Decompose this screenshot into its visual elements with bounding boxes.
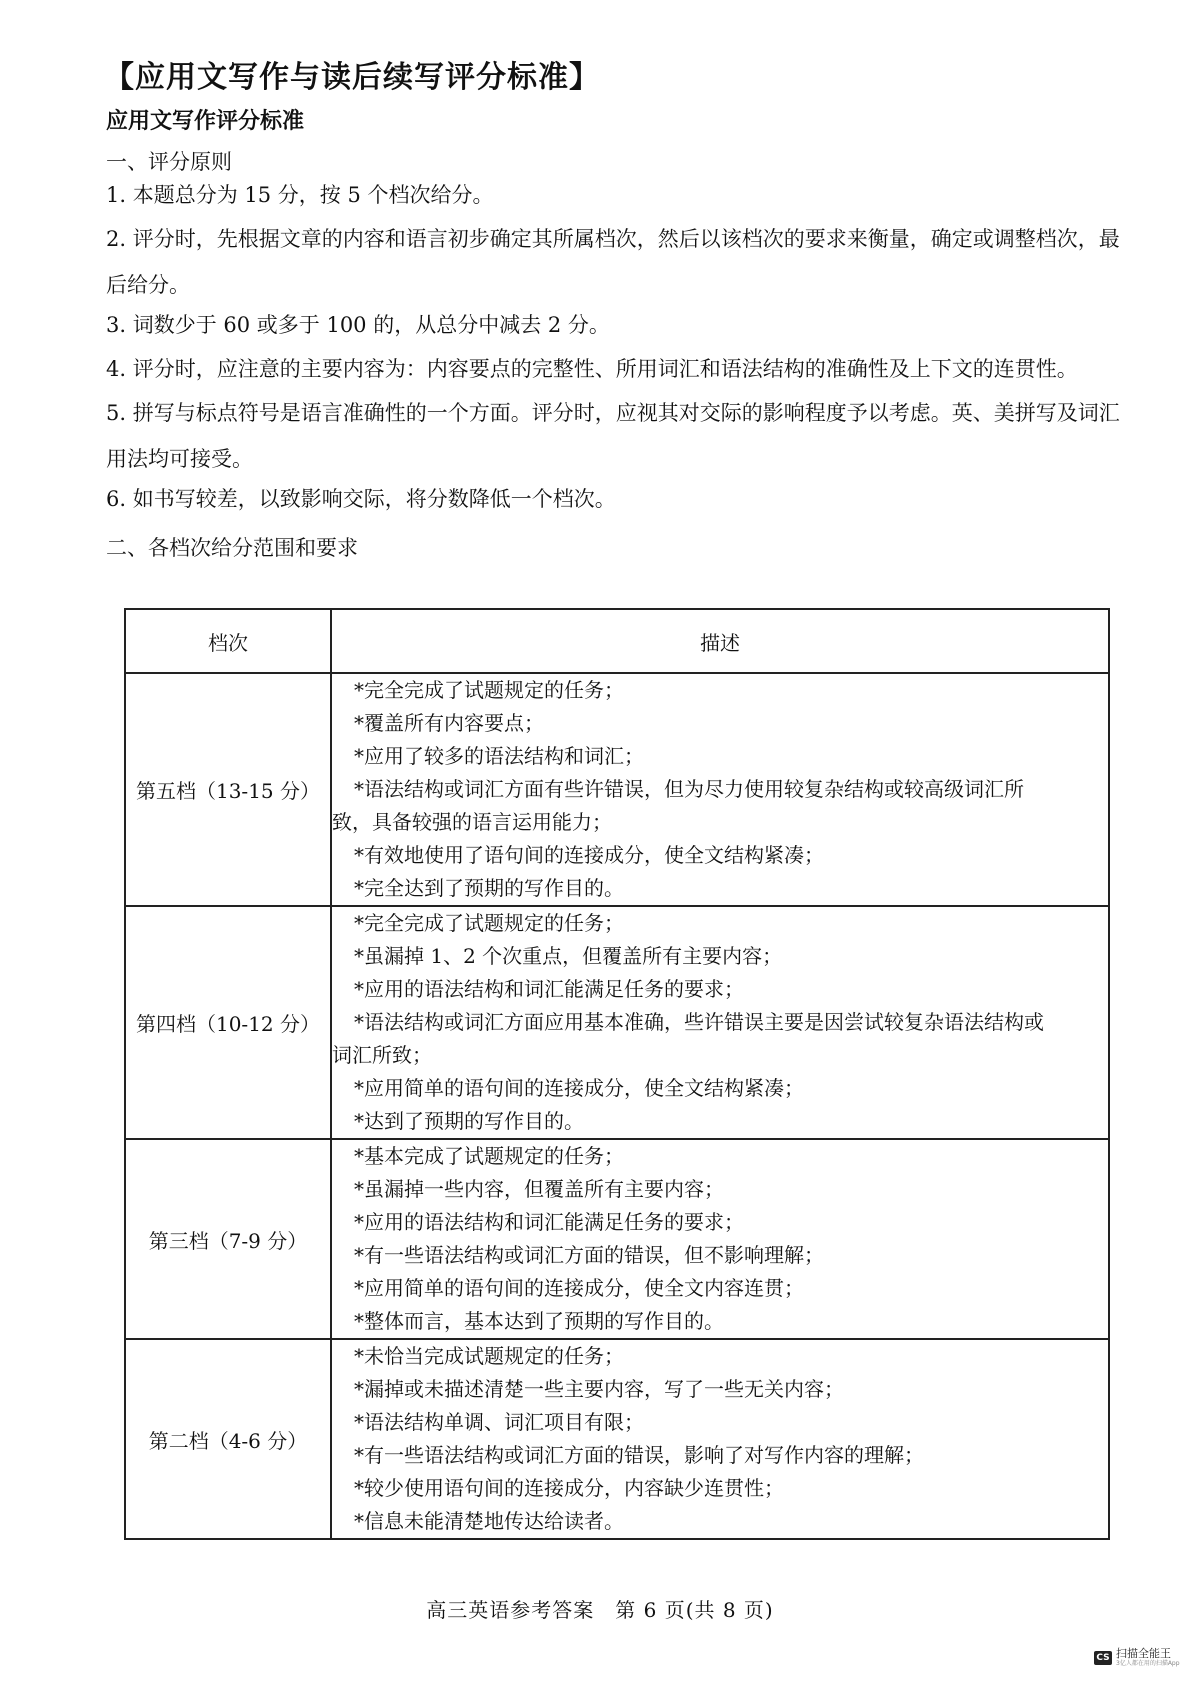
description-line: *虽漏掉 1、2 个次重点，但覆盖所有主要内容； [354,944,783,968]
description-cell [331,673,1109,906]
description-line: *应用的语法结构和词汇能满足任务的要求； [354,1210,744,1234]
description-line: *整体而言，基本达到了预期的写作目的。 [354,1309,724,1333]
level-cell: 第四档（10-12 分） [125,906,331,1139]
sub-title: 应用文写作评分标准 [106,108,305,134]
description-line: *完全达到了预期的写作目的。 [354,876,624,900]
table-header-row [125,609,1109,673]
table-row [125,906,1109,1139]
description-line: *达到了预期的写作目的。 [354,1109,584,1133]
principle-item-4: 4. 评分时，应注意的主要内容为：内容要点的完整性、所用词汇和语法结构的准确性及上下文的连贯性。 [106,357,1078,381]
description-line: *信息未能清楚地传达给读者。 [354,1509,624,1533]
scanner-watermark [1094,1648,1180,1667]
description-line: *较少使用语句间的连接成分，内容缺少连贯性； [354,1476,784,1500]
description-line: *有一些语法结构或词汇方面的错误，但不影响理解； [354,1243,824,1267]
principle-item-5: 5. 拼写与标点符号是语言准确性的一个方面。评分时，应视其对交际的影响程度予以考虑。英、美拼写及词汇用法均可接受。 [106,401,1120,471]
description-line: *语法结构单调、词汇项目有限； [354,1410,644,1434]
level-cell: 第五档（13-15 分） [125,673,331,906]
level-cell: 第二档（4-6 分） [125,1339,331,1539]
scanner-tagline: 3亿人都在用的扫描App [1116,1660,1180,1667]
description-line: *应用简单的语句间的连接成分，使全文内容连贯； [354,1276,804,1300]
description-line: *完全完成了试题规定的任务； [354,911,624,935]
description-line: *有效地使用了语句间的连接成分，使全文结构紧凑； [354,843,824,867]
description-line: *语法结构或词汇方面应用基本准确，些许错误主要是因尝试较复杂语法结构或 [354,1010,1044,1034]
description-cell [331,1139,1109,1339]
main-title: 【应用文写作与读后续写评分标准】 [104,60,600,95]
description-line: *应用的语法结构和词汇能满足任务的要求； [354,977,744,1001]
description-cell [331,906,1109,1139]
header-description: 描述 [331,609,1109,673]
description-line: *漏掉或未描述清楚一些主要内容，写了一些无关内容； [354,1377,844,1401]
description-cell [331,1339,1109,1539]
description-line: *基本完成了试题规定的任务； [354,1144,624,1168]
principle-item-1: 1. 本题总分为 15 分，按 5 个档次给分。 [106,183,494,207]
table-row [125,673,1109,906]
table-row [125,1339,1109,1539]
section-heading-principles: 一、评分原则 [106,150,232,174]
level-cell: 第三档（7-9 分） [125,1139,331,1339]
principle-item-6: 6. 如书写较差，以致影响交际，将分数降低一个档次。 [106,487,616,511]
grade-table [124,608,1110,1540]
section-heading-levels: 二、各档次给分范围和要求 [106,536,358,560]
description-line: *有一些语法结构或词汇方面的错误，影响了对写作内容的理解； [354,1443,924,1467]
description-line: *应用简单的语句间的连接成分，使全文结构紧凑； [354,1076,804,1100]
principle-item-2: 2. 评分时，先根据文章的内容和语言初步确定其所属档次，然后以该档次的要求来衡量，确定或调整档次，最后给分。 [106,227,1120,297]
page-footer: 高三英语参考答案 第 6 页(共 8 页) [426,1598,774,1622]
table-row [125,1139,1109,1339]
scanner-app-name: 扫描全能王 [1116,1647,1171,1660]
description-line: *应用了较多的语法结构和词汇； [354,744,644,768]
description-line: 致，具备较强的语言运用能力； [332,810,612,834]
description-line: *未恰当完成试题规定的任务； [354,1344,624,1368]
camscanner-logo-icon: CS [1094,1651,1112,1665]
principle-item-3: 3. 词数少于 60 或多于 100 的，从总分中减去 2 分。 [106,313,610,337]
description-line: *语法结构或词汇方面有些许错误，但为尽力使用较复杂结构或较高级词汇所 [354,777,1024,801]
description-line: *完全完成了试题规定的任务； [354,678,624,702]
header-level: 档次 [125,609,331,673]
description-line: *覆盖所有内容要点； [354,711,544,735]
description-line: *虽漏掉一些内容，但覆盖所有主要内容； [354,1177,724,1201]
description-line: 词汇所致； [332,1043,432,1067]
